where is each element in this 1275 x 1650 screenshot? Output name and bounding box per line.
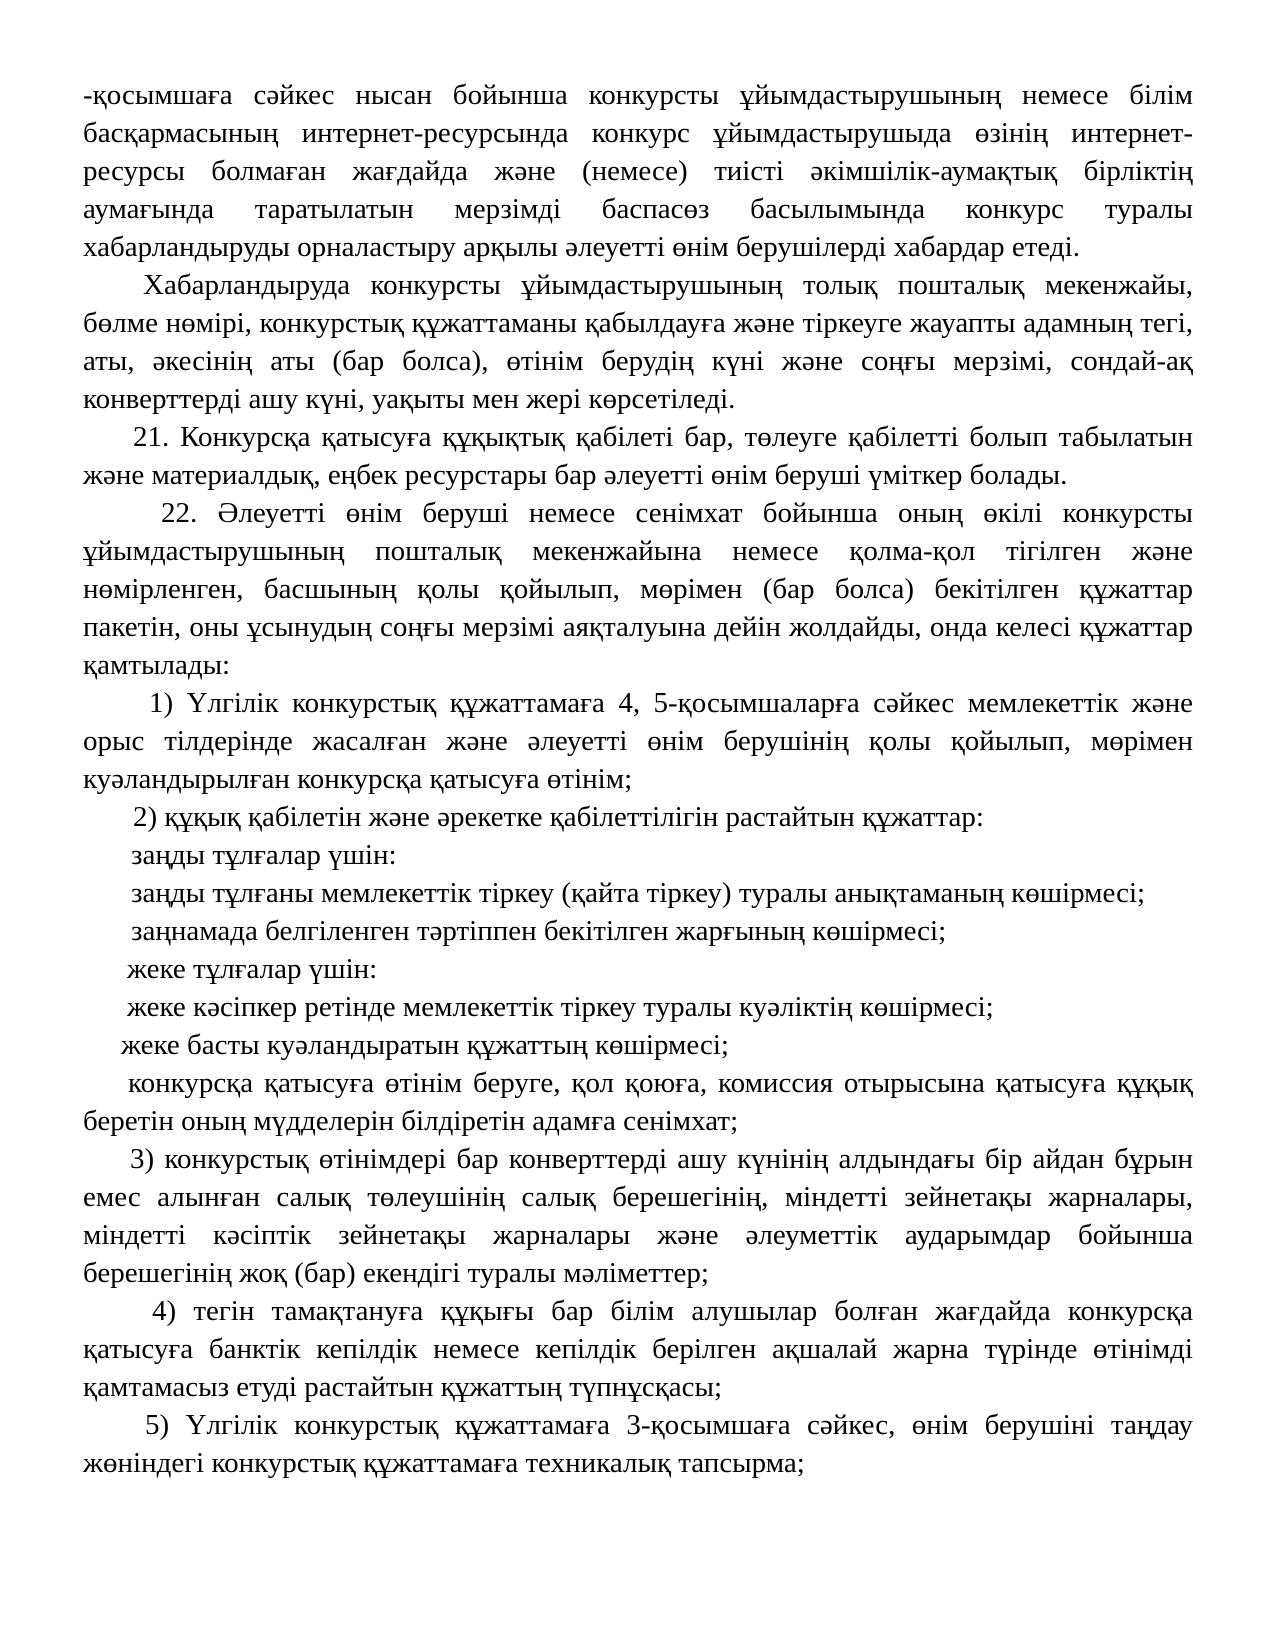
sub-item-legal-registration-copy: заңды тұлғаны мемлекеттік тіркеу (қайта тіркеу) туралы анықтаманың көшірмесі; — [131, 877, 1146, 909]
list-item-1-application: 1) Үлгілік конкурстық құжаттамаға 4, 5-қосымшаларға сәйкес мемлекеттік және орыс тілдерінде жасалған және әлеуетті өнім берушінің қолы қойылып, мөрімен куәландырылған конкурсқа қатысуға өтінім; — [83, 687, 1193, 795]
list-item-4-bank-guarantee: 4) тегін тамақтануға құқығы бар білім алушылар болған жағдайда конкурсқа қатысуға банктік кепілдік немесе кепілдік берілген ақшалай жарна түрінде өтінімді қамтамасыз етуді растайтын құжаттың түпнұсқасы; — [83, 1295, 1193, 1403]
list-item-5-technical-specification: 5) Үлгілік конкурстық құжаттамаға 3-қосымшаға сәйкес, өнім берушіні таңдау жөніндегі конкурстық құжаттамаға техникалық тапсырма; — [83, 1409, 1193, 1479]
paragraph-announcement-details: Хабарландыруда конкурсты ұйымдастырушының толық пошталық мекенжайы, бөлме нөмірі, конкурстық құжаттаманы қабылдауға және тіркеуге жауапты адамның тегі, аты, әкесінің аты (бар болса), өтінім берудің күні және соңғы мерзімі, сондай-ақ конверттерді ашу күні, уақыты мен жері көрсетіледі. — [83, 269, 1193, 415]
sub-item-entrepreneur-certificate-copy: жеке кәсіпкер ретінде мемлекеттік тіркеу туралы куәліктің көшірмесі; — [127, 991, 994, 1023]
sub-item-power-of-attorney: конкурсқа қатысуға өтінім беруге, қол қоюға, комиссия отырысына қатысуға құқық беретін оның мүдделерін білдіретін адамға сенімхат; — [83, 1067, 1193, 1137]
sub-item-individuals-label: жеке тұлғалар үшін: — [127, 953, 378, 985]
document-text-body — [83, 76, 1193, 1482]
list-item-3-tax-debt-information: 3) конкурстық өтінімдері бар конверттерді ашу күнінің алдындағы бір айдан бұрын емес алынған салық төлеушінің салық берешегінің, міндетті зейнетақы жарналары, міндетті кәсіптік зейнетақы жарналары және әлеуметтік аударымдар бойынша берешегінің жоқ (бар) екендігі туралы мәліметтер; — [83, 1143, 1193, 1289]
paragraph-appendix-notice: -қосымшаға сәйкес нысан бойынша конкурсты ұйымдастырушының немесе білім басқармасының интернет-ресурсында конкурс ұйымдастырушыда өзінің интернет-ресурсы болмаған жағдайда және (немесе) тиісті әкімшілік-аумақтық бірліктің аумағында таратылатын мерзімді баспасөз басылымында конкурс туралы хабарландыруды орналастыру арқылы әлеуетті өнім берушілерді хабардар етеді. — [83, 79, 1193, 263]
paragraph-item-21: 21. Конкурсқа қатысуға құқықтық қабілеті бар, төлеуге қабілетті болып табылатын және материалдық, еңбек ресурстары бар әлеуетті өнім беруші үміткер болады. — [83, 421, 1193, 491]
sub-item-legal-entities-label: заңды тұлғалар үшін: — [131, 839, 397, 871]
sub-item-charter-copy: заңнамада белгіленген тәртіппен бекітілген жарғының көшірмесі; — [131, 915, 947, 947]
list-item-2-capacity-documents: 2) құқық қабілетін және әрекетке қабілеттілігін растайтын құжаттар: — [133, 801, 984, 833]
paragraph-item-22: 22. Әлеуетті өнім беруші немесе сенімхат бойынша оның өкілі конкурсты ұйымдастырушының пошталық мекенжайына немесе қолма-қол тігілген және нөмірленген, басшының қолы қойылып, мөрімен (бар болса) бекітілген құжаттар пакетін, оны ұсынудың соңғы мерзімі аяқталуына дейін жолдайды, онда келесі құжаттар қамтылады: — [83, 497, 1193, 681]
sub-item-identity-document-copy: жеке басты куәландыратын құжаттың көшірмесі; — [121, 1029, 729, 1061]
